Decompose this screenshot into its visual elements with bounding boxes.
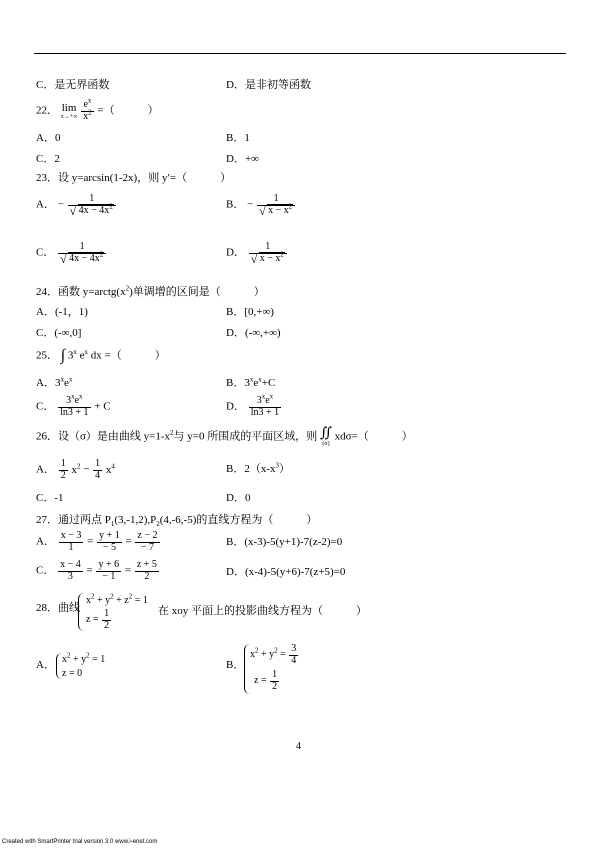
q28-option-a-line1: $x^2 + y^2 = 1$ — [62, 651, 106, 665]
page-number: 4 — [296, 741, 301, 752]
q26-option-a: A． $\frac{1}{2}$ $x^2$ − $\frac{1}{4}$ $x^4$ — [36, 458, 115, 481]
q27-option-a: A． $\frac{x - 3}{1}$ = $\frac{y + 1}{- 5}$ = $\frac{z - 2}{- 7}$ — [36, 530, 158, 553]
q28-option-b-label: B． — [226, 659, 245, 671]
q27-option-b: B．(x-3)-5(y+1)-7(z-2)=0 — [226, 536, 343, 548]
q22-option-b: B．1 — [226, 132, 250, 144]
q22-stem: 22． lim x→+∞ $\frac{e^x}{x^2}$ =（ ） — [36, 96, 159, 122]
q22-option-a: A．0 — [36, 132, 61, 144]
q25-option-c: C． $\frac{3^xe^x}{\ln 3 + 1}$ + C — [36, 392, 111, 418]
q24-stem: 24．函数 $y=arctg(x^2)$单调增的区间是（ ） — [36, 284, 265, 298]
q21-option-d: D．是非初等函数 — [226, 79, 311, 91]
q28-option-a-label: A． — [36, 659, 55, 671]
q28-system-brace — [78, 593, 84, 631]
q23-option-a: A． − 1 √ $4x - 4x^2$ — [36, 194, 117, 216]
q25-option-d: D． $\frac{3^xe^x}{\ln 3 + 1}$ — [226, 392, 280, 418]
q28-option-a-line2: z = 0 — [62, 668, 83, 679]
q22-option-c: C．2 — [36, 153, 60, 165]
q25-option-a: A．$3^xe^x$ — [36, 375, 73, 389]
q28-option-b-line2: z = $\frac{1}{2}$ — [254, 669, 278, 692]
q25-option-b: B．$3^xe^x+C$ — [226, 375, 276, 389]
q26-option-b: B．$2(x-x^3)$ — [226, 461, 290, 475]
q27-option-d: D．(x-4)-5(y+6)-7(z+5)=0 — [226, 566, 346, 578]
q24-option-b: B．[0,+∞) — [226, 306, 274, 318]
q23-option-c: C． 1 √ $4x - 4x^2$ — [36, 242, 107, 264]
q24-option-d: D．(-∞,+∞) — [226, 327, 281, 339]
q26-stem: 26．设（σ）是由曲线 $y=1-x^2$与 y=0 所围成的平面区域，则 ∬ (σ) xdσ=（ ） — [36, 426, 413, 447]
q28-label: 28．曲线 — [36, 602, 80, 614]
q23-stem: 23．设 y=arcsin(1-2x)，则 y′=（ ） — [36, 172, 232, 184]
q21-option-c: C．是无界函数 — [36, 79, 110, 91]
q28-stem-tail: 在 xoy 平面上的投影曲线方程为（ ） — [158, 605, 367, 617]
q28-option-b-line1: $x^2 + y^2$ = $\frac{3}{4}$ — [250, 643, 297, 666]
q28-system-line2: z = $\frac{1}{2}$ — [86, 608, 110, 631]
q22-option-d: D．+∞ — [226, 153, 259, 165]
q26-option-c: C．-1 — [36, 492, 64, 504]
q23-option-d: D． 1 √ $x - x^2$ — [226, 242, 288, 264]
q24-option-a: A．(-1，1) — [36, 306, 88, 318]
watermark-footer: Created with SmartPrinter trial version 3.0 www.i-enet.com — [2, 839, 158, 845]
q27-stem: 27．通过两点 $P_1(3,-1,2),P_2(4,-6,-5)$的直线方程为（ ） — [36, 514, 318, 529]
q24-option-c: C．(-∞,0] — [36, 327, 82, 339]
q23-option-b: B． − 1 √ $x - x^2$ — [226, 194, 296, 216]
q25-stem: 25． ∫ 3$^x$ $e^x$ dx =（ ） — [36, 347, 166, 364]
q27-option-c: C． $\frac{x - 4}{3}$ = $\frac{y + 6}{- 1}$ = $\frac{z + 5}{2}$ — [36, 559, 157, 582]
q28-system-line1: $x^2 + y^2 + z^2 = 1$ — [86, 592, 148, 606]
header-rule — [34, 53, 566, 54]
q26-option-d: D．0 — [226, 492, 251, 504]
